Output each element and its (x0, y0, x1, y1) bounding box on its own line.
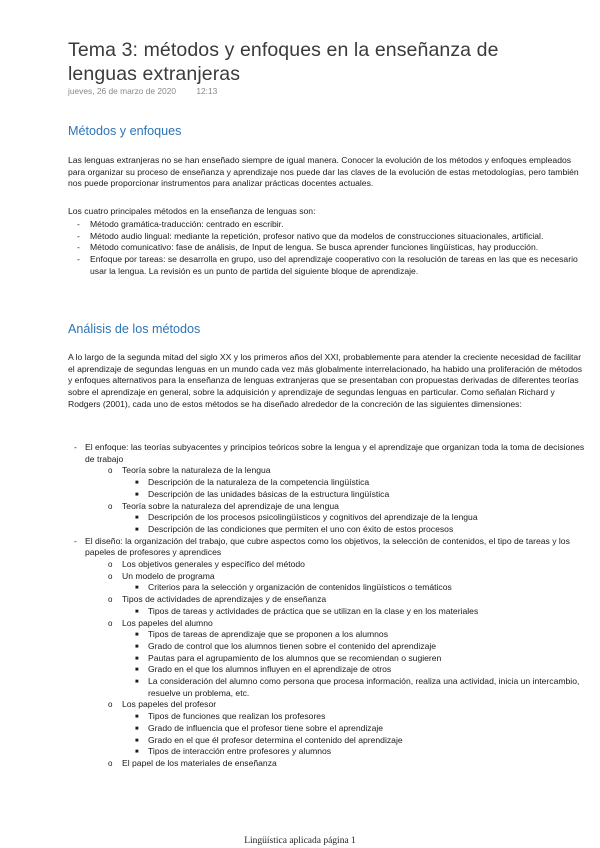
outline-item-level-3 (68, 653, 588, 665)
dash-marker: - (77, 242, 80, 253)
outline-item-text: Pautas para el agrupamiento de los alumnos que se recomiendan o sugieren (148, 652, 442, 663)
outline-item-level-3 (68, 512, 588, 524)
square-marker: ■ (135, 667, 139, 674)
outline-item-text: Tipos de tareas y actividades de práctica que se utilizan en la clase y en los materiales (148, 605, 479, 616)
page-footer: Lingüística aplicada página 1 (244, 836, 356, 846)
outline-item-text: Tipos de actividades de aprendizajes y de enseñanza (122, 594, 327, 605)
square-marker: ■ (135, 737, 139, 744)
list-item: - Enfoque por tareas: se desarrolla en grupo, uso del aprendizaje cooperativo con la resolución de tareas en las que es necesario usar la lengua. La revisión es un punto de partida del siguiente bloque de aprendizaje. (77, 254, 578, 276)
outline-item-level-3 (68, 477, 588, 489)
outline-item-level-2 (68, 699, 588, 711)
circle-marker: o (108, 618, 113, 628)
section2-intro: A lo largo de la segunda mitad del siglo XX y los primeros años del XXI, probablemente para atender la creciente necesidad de facilitar el aprendizaje de segundas lenguas en un mundo cada vez más globalmente interrelacionado, ha habido una proliferación de métodos y enfoques alternativos para la enseñanza de lenguas extranjeras que se presentaban con propuestas derivadas de diferentes teorías sobre el aprendizaje en general, sobre la adquisición y aprendizaje de segundas lenguas en particular. Como señalan Richard y Rodgers (2001), cada uno de estos métodos se ha diseñado alrededor de la concreción de las siguientes dimensiones: (68, 352, 583, 409)
dash-marker: - (77, 219, 80, 229)
outline-item-level-2 (68, 501, 588, 513)
section1-lead: Los cuatro principales métodos en la enseñanza de lenguas son: (68, 206, 316, 216)
outline-item-level-2 (68, 559, 588, 571)
square-marker: ■ (135, 679, 139, 686)
outline-item-level-3 (68, 664, 588, 676)
outline-item-level-2 (68, 618, 588, 630)
square-marker: ■ (135, 632, 139, 639)
outline-item-text: Descripción de la naturaleza de la competencia lingüística (148, 477, 370, 488)
outline-item-text: Los papeles del alumno (122, 617, 213, 628)
square-marker: ■ (135, 714, 139, 721)
circle-marker: o (108, 501, 113, 511)
circle-marker: o (108, 466, 113, 476)
outline-item-text: El papel de los materiales de enseñanza (122, 757, 277, 768)
dimensions-outline (68, 442, 588, 770)
note-time: 12:13 (196, 86, 218, 96)
section-heading-metodos: Métodos y enfoques (68, 124, 182, 138)
outline-item-text: Tipos de tareas de aprendizaje que se proponen a los alumnos (148, 629, 388, 640)
circle-marker: o (108, 560, 113, 570)
outline-item-level-2 (68, 594, 588, 606)
page-title: Tema 3: métodos y enfoques en la enseñanza de lenguas extranjeras (68, 39, 499, 85)
outline-item-text: Teoría sobre la naturaleza de la lengua (122, 465, 271, 476)
circle-marker: o (108, 595, 113, 605)
square-marker: ■ (135, 491, 139, 498)
outline-item-text: Tipos de interacción entre profesores y alumnos (148, 746, 332, 757)
circle-marker: o (108, 571, 113, 581)
note-metadata (68, 86, 235, 96)
list-item: - Método audio lingual: mediante la repetición, profesor nativo que da modelos de construcciones situacionales, artificial. (77, 230, 544, 241)
circle-marker: o (108, 758, 113, 768)
outline-item-text: Descripción de las condiciones que permiten el uno con éxito de estos procesos (148, 523, 454, 534)
dash-marker: - (77, 230, 80, 241)
outline-item-text: Grado de control que los alumnos tienen sobre el contenido del aprendizaje (148, 640, 437, 651)
outline-item-text: Descripción de los procesos psicolingüísticos y cognitivos del aprendizaje de la lengua (148, 512, 478, 523)
dash-marker: - (77, 254, 80, 265)
outline-item-text: Criterios para la selección y organización de contenidos lingüísticos o temáticos (148, 582, 452, 593)
square-marker: ■ (135, 515, 139, 522)
outline-item-text: Grado en el que él profesor determina el contenido del aprendizaje (148, 734, 403, 745)
square-marker: ■ (135, 643, 139, 650)
outline-item-level-3 (68, 735, 588, 747)
outline-item-level-1 (68, 536, 588, 559)
note-date: jueves, 26 de marzo de 2020 (68, 86, 177, 96)
outline-item-level-3 (68, 606, 588, 618)
section1-intro: Las lenguas extranjeras no se han enseñado siempre de igual manera. Conocer la evolución de los métodos y enfoques empleados para organizar su proceso de enseñanza y aprendizaje nos puede dar las claves de la evolución de estas metodologías, pero también nos puede proporcionar instrumentos para analizar prácticas docentes actuales. (68, 155, 579, 189)
outline-item-level-2 (68, 571, 588, 583)
outline-item-level-3 (68, 641, 588, 653)
outline-item-level-2 (68, 758, 588, 770)
outline-item-level-2 (68, 465, 588, 477)
square-marker: ■ (135, 526, 139, 533)
square-marker: ■ (135, 749, 139, 756)
square-marker: ■ (135, 585, 139, 592)
outline-item-level-3 (68, 676, 588, 699)
section-heading-analisis: Análisis de los métodos (68, 322, 201, 336)
outline-item-level-3 (68, 629, 588, 641)
square-marker: ■ (135, 655, 139, 662)
square-marker: ■ (135, 480, 139, 487)
methods-list (68, 219, 588, 278)
square-marker: ■ (135, 608, 139, 615)
outline-item-text: El diseño: la organización del trabajo, que cubre aspectos como los objetivos, la selección de contenidos, el tipo de tareas y los papeles de profesores y aprendices (85, 535, 570, 558)
dash-marker: - (74, 535, 77, 546)
outline-item-text: Teoría sobre la naturaleza del aprendizaje de una lengua (122, 500, 339, 511)
outline-item-text: El enfoque: las teorías subyacentes y principios teóricos sobre la lengua y el aprendizaje que organizan toda la toma de decisiones de trabajo (85, 442, 585, 464)
outline-item-level-3 (68, 711, 588, 723)
outline-item-text: Tipos de funciones que realizan los profesores (148, 711, 326, 722)
outline-item-text: Los objetivos generales y específico del método (122, 559, 305, 570)
outline-item-text: Grado de influencia que el profesor tiene sobre el aprendizaje (148, 722, 384, 733)
outline-item-text: Grado en el que los alumnos influyen en el aprendizaje de otros (148, 664, 392, 675)
outline-item-text: Descripción de las unidades básicas de la estructura lingüística (148, 488, 390, 499)
dash-marker: - (74, 442, 77, 452)
square-marker: ■ (135, 725, 139, 732)
list-item: - Método comunicativo: fase de análisis, de Input de lengua. Se busca aprender funciones lingüísticas, hay producción. (77, 242, 539, 253)
outline-item-text: La consideración del alumno como persona que procesa información, realiza una actividad, inicia un intercambio, resuelve un problema, etc. (148, 676, 580, 698)
outline-item-level-3 (68, 524, 588, 536)
circle-marker: o (108, 700, 113, 710)
outline-item-level-3 (68, 723, 588, 735)
outline-item-level-3 (68, 489, 588, 501)
outline-item-text: Un modelo de programa (122, 570, 215, 581)
outline-item-level-3 (68, 582, 588, 594)
outline-item-level-3 (68, 746, 588, 758)
outline-item-text: Los papeles del profesor (122, 699, 217, 710)
list-item: - Método gramática-traducción: centrado en escribir. (77, 219, 284, 229)
outline-item-level-1 (68, 442, 588, 465)
